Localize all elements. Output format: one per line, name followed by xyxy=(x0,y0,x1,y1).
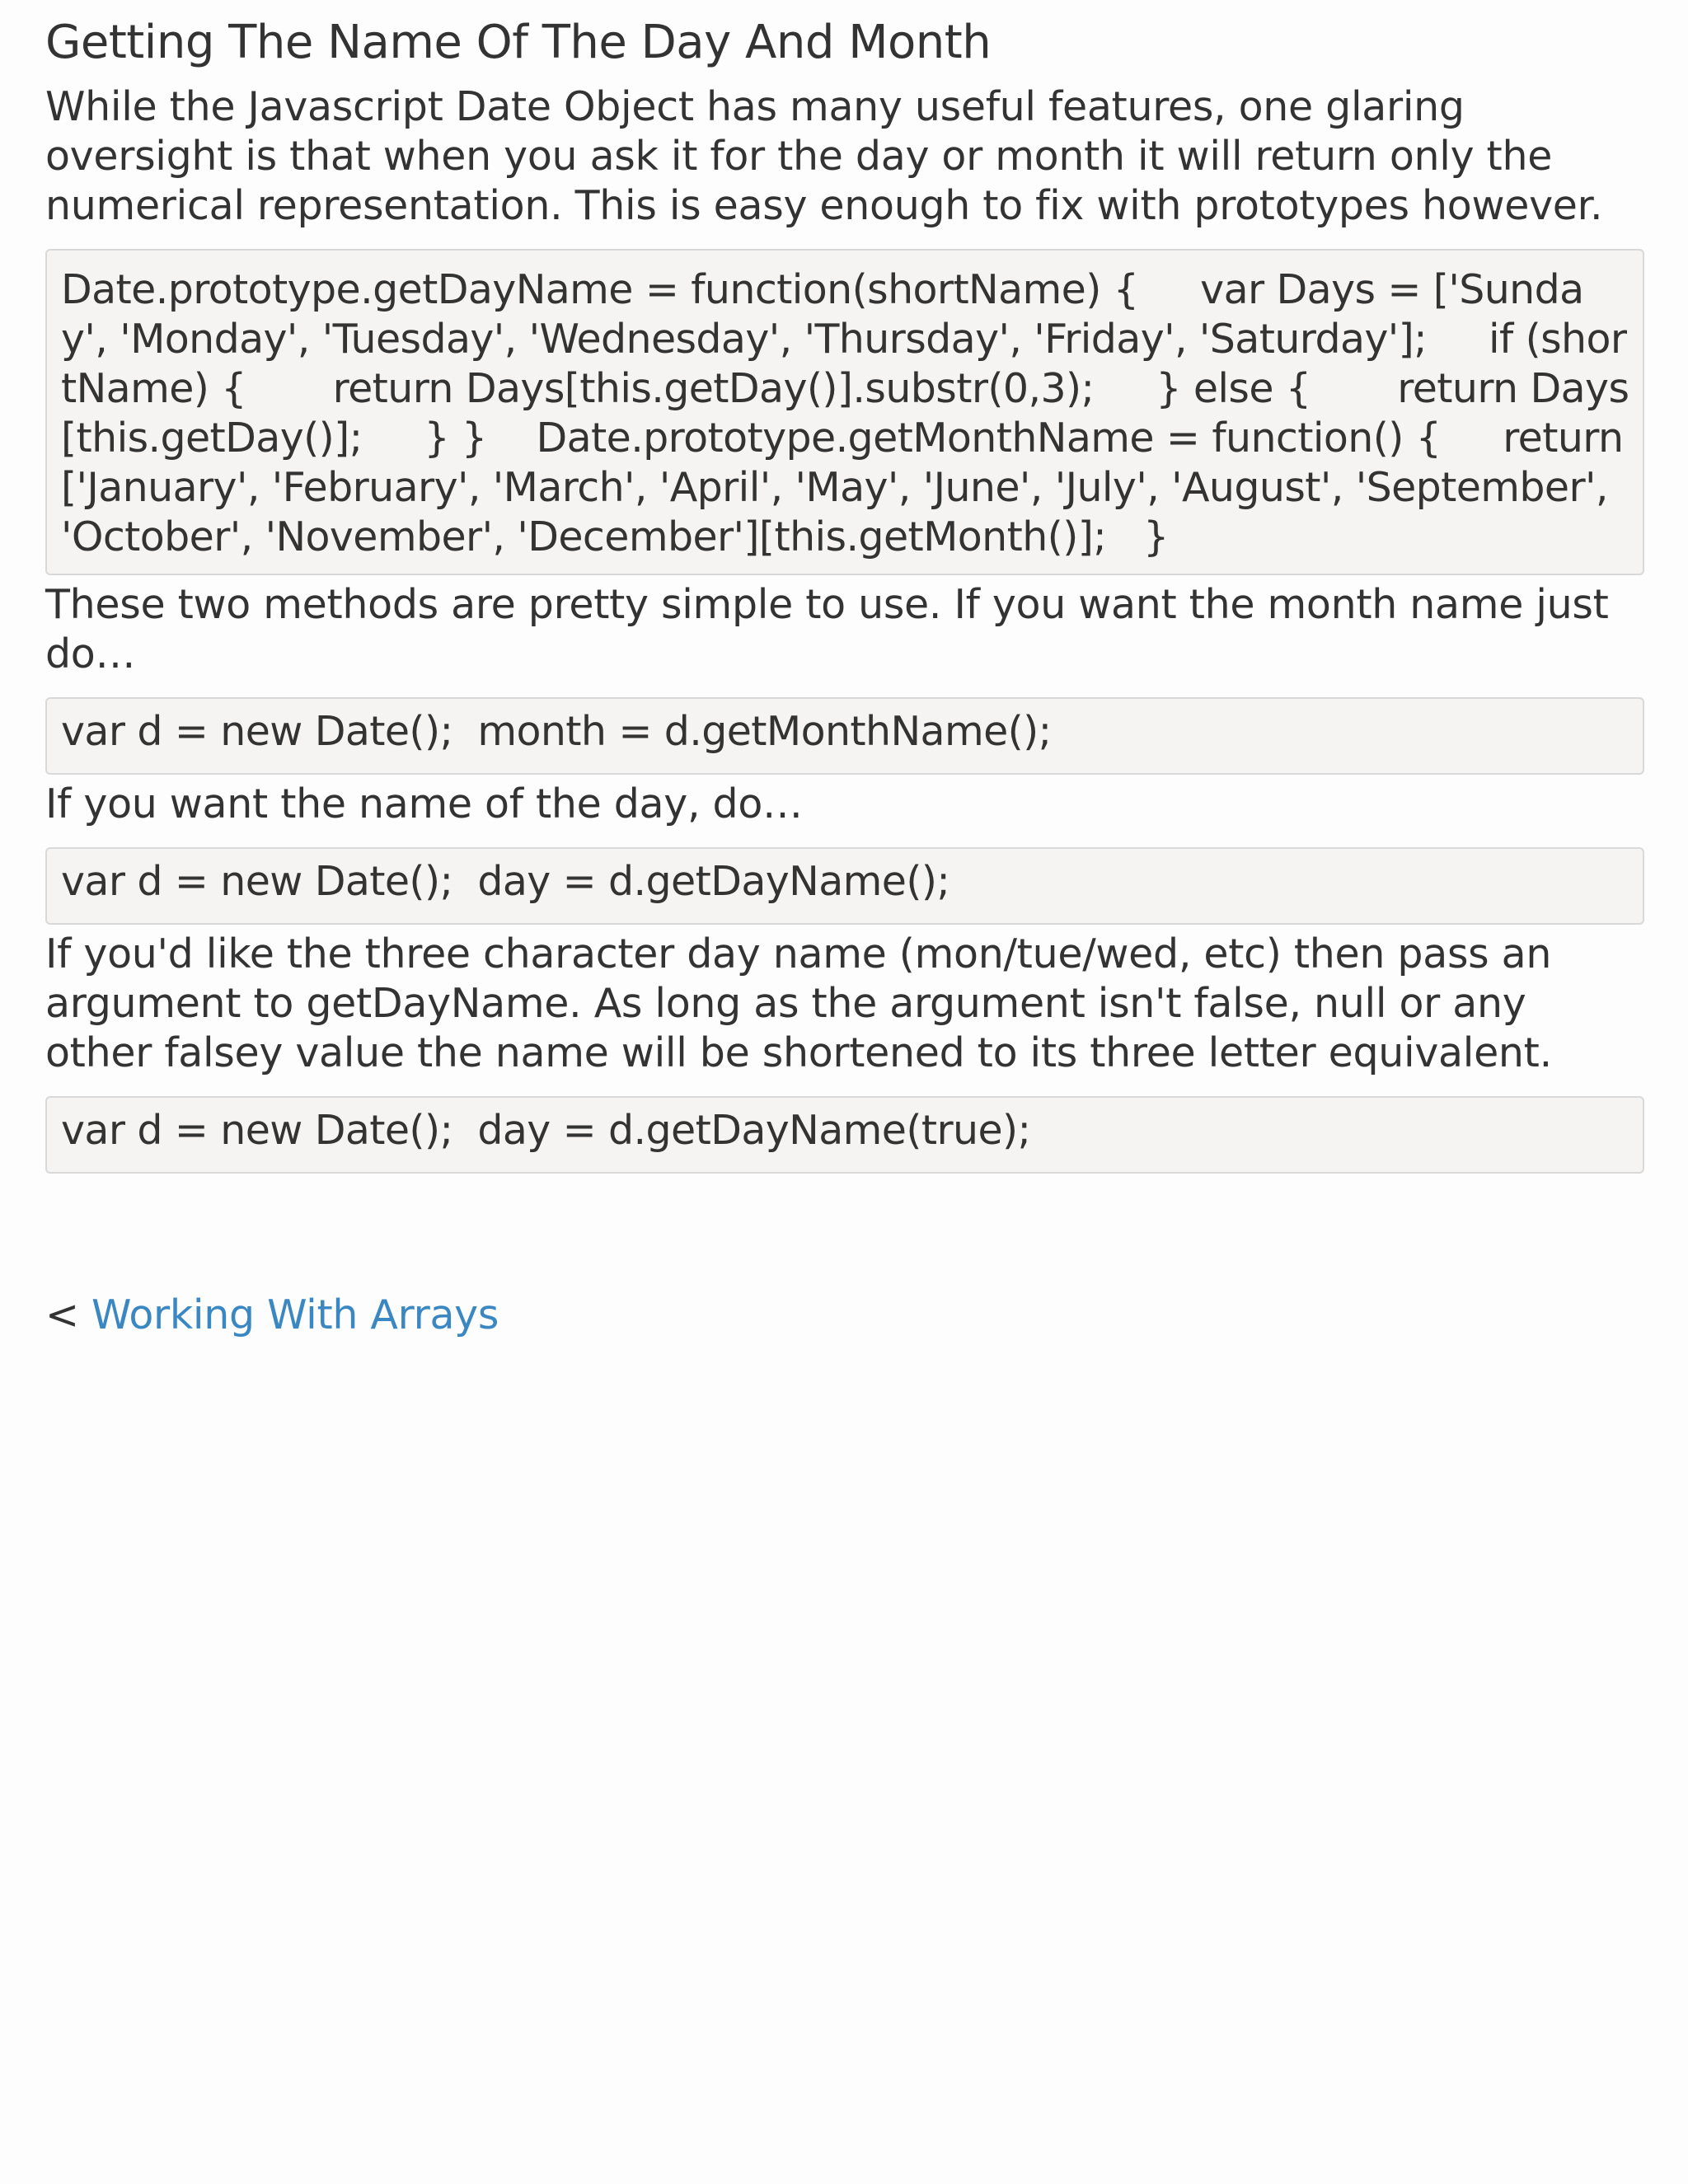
usage-month-paragraph: These two methods are pretty simple to use. If you want the month name just do… xyxy=(45,581,1609,677)
code-block-day-short[interactable]: var d = new Date(); day = d.getDayName(true); xyxy=(45,1096,1644,1174)
prev-marker: < xyxy=(45,1291,79,1338)
short-name-paragraph: If you'd like the three character day name (mon/tue/wed, etc) then pass an argument to getDayName. As long as the argument isn't false, null or any other falsey value the name will be shortened to its three letter equivalent. xyxy=(45,930,1552,1076)
usage-day-paragraph: If you want the name of the day, do… xyxy=(45,780,803,827)
page-title: Getting The Name Of The Day And Month xyxy=(45,16,992,69)
code-block-day[interactable]: var d = new Date(); day = d.getDayName(); xyxy=(45,847,1644,925)
code-block-prototypes[interactable]: Date.prototype.getDayName = function(shortName) { var Days = ['Sunday', 'Monday', 'Tuesday', 'Wednesday', 'Thursday', 'Friday', 'Saturday']; if (shortName) { return Days[this.getDay()].substr(0,3); } else { return Days[this.getDay()]; } } Date.prototype.getMonthName = function() { return ['January', 'February', 'March', 'April', 'May', 'June', 'July', 'August', 'September', 'October', 'November', 'December'][this.getMonth()]; } xyxy=(45,249,1644,575)
code-block-month[interactable]: var d = new Date(); month = d.getMonthName(); xyxy=(45,697,1644,775)
prev-article-link[interactable]: Working With Arrays xyxy=(91,1291,499,1338)
intro-paragraph: While the Javascript Date Object has many useful features, one glaring oversight is that when you ask it for the day or month it will return only the numerical representation. This is easy enough to fix with prototypes however. xyxy=(45,83,1603,229)
prev-article-nav xyxy=(45,1291,1642,1340)
